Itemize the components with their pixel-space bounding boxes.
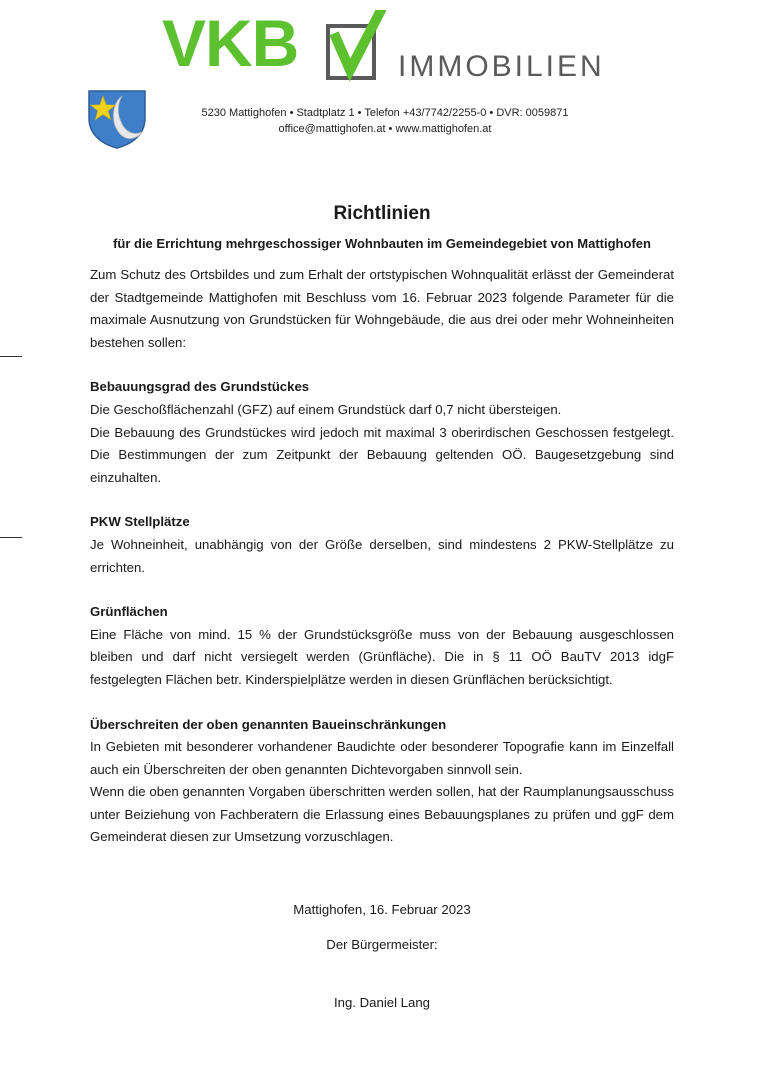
- section-paragraph: In Gebieten mit besonderer vorhandener Baudichte oder besonderer Topografie kann im Einzelfall auch ein Überschreiten der oben genannten Dichtevorgaben sinnvoll sein.: [90, 739, 674, 777]
- section-bebauungsgrad: [90, 376, 674, 489]
- section-heading: Bebauungsgrad des Grundstückes: [90, 379, 310, 395]
- section-heading: PKW Stellplätze: [90, 514, 190, 530]
- signature-name: Ing. Daniel Lang: [333, 995, 431, 1010]
- coat-of-arms-icon: [86, 88, 148, 150]
- section-ueberschreiten: [90, 714, 674, 850]
- signature-place-date: Mattighofen, 16. Februar 2023: [293, 902, 471, 917]
- brand-division: IMMOBILIEN: [398, 50, 605, 83]
- letterhead-contact: [150, 105, 620, 137]
- fold-mark-lower: [0, 537, 22, 538]
- section-paragraph: Die Bebauung des Grundstückes wird jedoch mit maximal 3 oberirdischen Geschossen festgelegt. Die Bestimmungen der zum Zeitpunkt der Bebauung geltenden OÖ. Baugesetzgebung sind einzuhalten.: [90, 424, 674, 485]
- document-subtitle: für die Errichtung mehrgeschossiger Wohnbauten im Gemeindegebiet von Mattighofen: [113, 236, 651, 251]
- section-paragraph: Die Geschoßflächenzahl (GFZ) auf einem Grundstück darf 0,7 nicht übersteigen.: [90, 401, 562, 417]
- section-gruenflaechen: [90, 601, 674, 691]
- contact-line: office@mattighofen.at • www.mattighofen.at: [278, 123, 492, 135]
- section-paragraph: Eine Fläche von mind. 15 % der Grundstücksgröße muss von der Bebauung ausgeschlossen bleiben und darf nicht versiegelt werden (Grünfläche). Die in § 11 OÖ BauTV 2013 idgF festgelegten Flächen betr. Kinderspielplätze werden in diesen Grünflächen berücksichtigt.: [90, 626, 674, 687]
- section-paragraph: Je Wohneinheit, unabhängig von der Größe derselben, sind mindestens 2 PKW-Stellplätze zu errichten.: [90, 536, 674, 575]
- address-line: 5230 Mattighofen • Stadtplatz 1 • Telefon +43/7742/2255-0 • DVR: 0059871: [201, 107, 569, 119]
- fold-mark-upper: [0, 356, 22, 357]
- checkmark-box-icon: [324, 10, 386, 82]
- document-title: Richtlinien: [333, 203, 431, 224]
- section-stellplaetze: [90, 511, 674, 579]
- section-paragraph: Wenn die oben genannten Vorgaben überschritten werden sollen, hat der Raumplanungsausschuss unter Beiziehung von Fachberatern die Erlassung eines Bebauungsplanes zu prüfen und ggF dem Gemeinderat diesen zur Umsetzung vorzuschlagen.: [90, 784, 674, 845]
- intro-paragraph: Zum Schutz des Ortsbildes und zum Erhalt der ortstypischen Wohnqualität erlässt der Gemeinderat der Stadtgemeinde Mattighofen mit Beschluss vom 16. Februar 2023 folgende Parameter für die maximale Ausnutzung von Grundstücken für Wohngebäude, die aus drei oder mehr Wohneinheiten bestehen sollen:: [90, 267, 674, 350]
- signature-role: Der Bürgermeister:: [326, 937, 438, 952]
- brand-wordmark: VKB: [162, 6, 299, 80]
- section-heading: Überschreiten der oben genannten Baueinschränkungen: [90, 716, 447, 732]
- document-body: [90, 264, 674, 849]
- section-heading: Grünflächen: [90, 604, 168, 620]
